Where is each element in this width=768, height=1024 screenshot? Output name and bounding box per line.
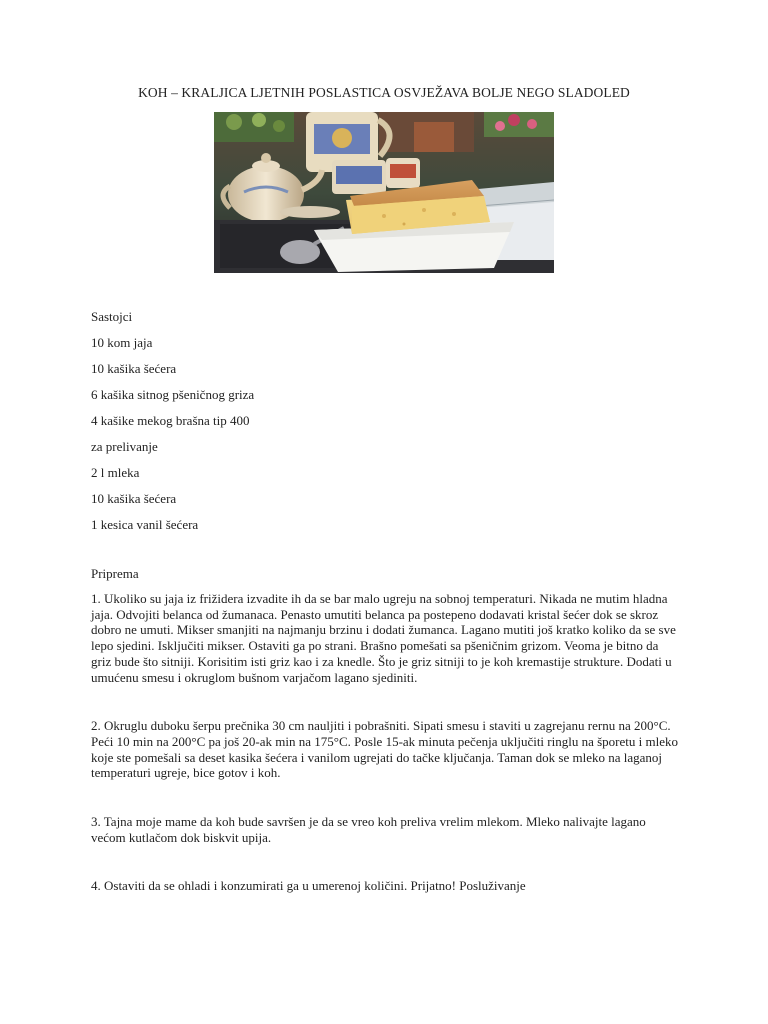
preparation-heading: Priprema: [91, 566, 139, 581]
ingredient-item: 4 kašike mekog brašna tip 400: [91, 413, 250, 428]
recipe-content: [91, 308, 681, 894]
preparation-step: 2. Okruglu duboku šerpu prečnika 30 cm nauljiti i pobrašniti. Sipati smesu i staviti u zagrejanu rernu na 200°C. Peći 10 min na 200°C pa još 20-ak min na 175°C. Posle 15-ak minuta pečenja uključiti ringlu na šporetu i mleko koje ste pomešali sa deset kasika šećera i vanilom ugrejati do tačke ključanja. Taman dok se mleko na laganoj temperaturi ugreje, bice gotov i koh.: [91, 718, 678, 781]
ingredient-item: 1 kesica vanil šećera: [91, 517, 199, 532]
document-title: KOH – KRALJICA LJETNIH POSLASTICA OSVJEŽAVA BOLJE NEGO SLADOLED: [138, 85, 630, 100]
ingredients-heading: Sastojci: [91, 309, 133, 324]
preparation-step: 3. Tajna moje mame da koh bude savršen je da se vreo koh preliva vrelim mlekom. Mleko nalivajte lagano većom kutlačom dok biskvit upija.: [91, 814, 646, 845]
preparation-step: 1. Ukoliko su jaja iz frižidera izvadite ih da se bar malo ugreju na sobnoj temperaturi. Nikada ne mutim hladna jaja. Odvojiti belanca od žumanaca. Penasto umutiti belanca pa postepeno dodavati kristal šećer dok se skroz dobro ne umuti. Mikser smanjiti na najmanju brzinu i dodati žumanca. Lagano mutiti još kratko koliko da se sve lepo sjedini. Isključiti mikser. Ostaviti ga po strani. Brašno pomešati sa pšeničnim grizom. Veoma je bitno da griz bude što sitniji. Korisitim isti griz kao i za knedle. Što je griz sitniji to je koh kremastije strukture. Dodati u umućenu smesu i okruglom bušnom varjačom lagano sjediniti.: [91, 591, 676, 685]
preparation-step: 4. Ostaviti da se ohladi i konzumirati ga u umerenoj količini. Prijatno! Posluživanje: [91, 878, 526, 894]
ingredient-item: 2 l mleka: [91, 465, 140, 480]
ingredient-item: 10 kom jaja: [91, 335, 153, 350]
ingredient-item: 10 kašika šećera: [91, 361, 177, 376]
cake-photo: [214, 112, 554, 273]
ingredient-item: za prelivanje: [91, 439, 158, 454]
ingredient-item: 6 kašika sitnog pšeničnog griza: [91, 387, 255, 402]
ingredients-list: [91, 334, 681, 542]
ingredient-item: 10 kašika šećera: [91, 491, 177, 506]
